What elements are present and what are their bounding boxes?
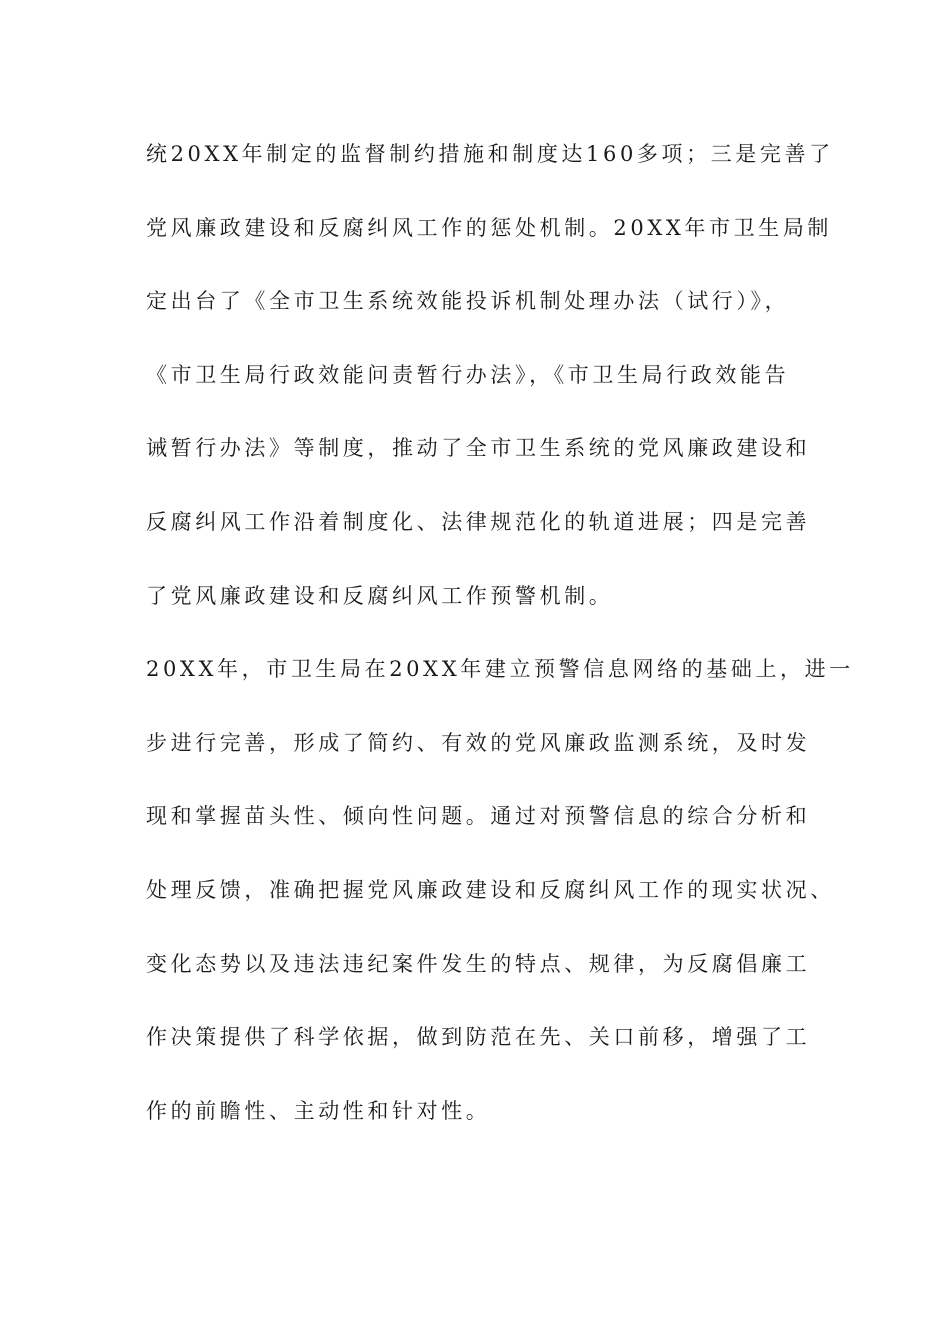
text-line: 步进行完善，形成了简约、有效的党风廉政监测系统，及时发 — [146, 730, 811, 755]
text-line: 变化态势以及违法违纪案件发生的特点、规律，为反腐倡廉工 — [146, 951, 811, 976]
text-line: 20XX年，市卫生局在20XX年建立预警信息网络的基础上，进一 — [146, 657, 854, 682]
text-line: 党风廉政建设和反腐纠风工作的惩处机制。20XX年市卫生局制 — [146, 215, 833, 240]
text-line: 处理反馈，准确把握党风廉政建设和反腐纠风工作的现实状况、 — [146, 877, 835, 902]
text-line: 定出台了《全市卫生系统效能投诉机制处理办法（试行）》， — [146, 289, 790, 314]
text-line: 反腐纠风工作沿着制度化、法律规范化的轨道进展；四是完善 — [146, 509, 811, 534]
text-line: 《市卫生局行政效能问责暂行办法》，《市卫生局行政效能告 — [146, 362, 790, 387]
text-line: 统20XX年制定的监督制约措施和制度达160多项；三是完善了 — [146, 142, 834, 166]
text-line: 现和掌握苗头性、倾向性问题。通过对预警信息的综合分析和 — [146, 804, 811, 829]
text-line: 作决策提供了科学依据，做到防范在先、关口前移，增强了工 — [146, 1025, 811, 1050]
text-line: 了党风廉政建设和反腐纠风工作预警机制。 — [146, 583, 614, 608]
text-line: 作的前瞻性、主动性和针对性。 — [146, 1098, 491, 1123]
body-text — [146, 128, 854, 1158]
text-line: 诫暂行办法》等制度，推动了全市卫生系统的党风廉政建设和 — [146, 436, 811, 461]
